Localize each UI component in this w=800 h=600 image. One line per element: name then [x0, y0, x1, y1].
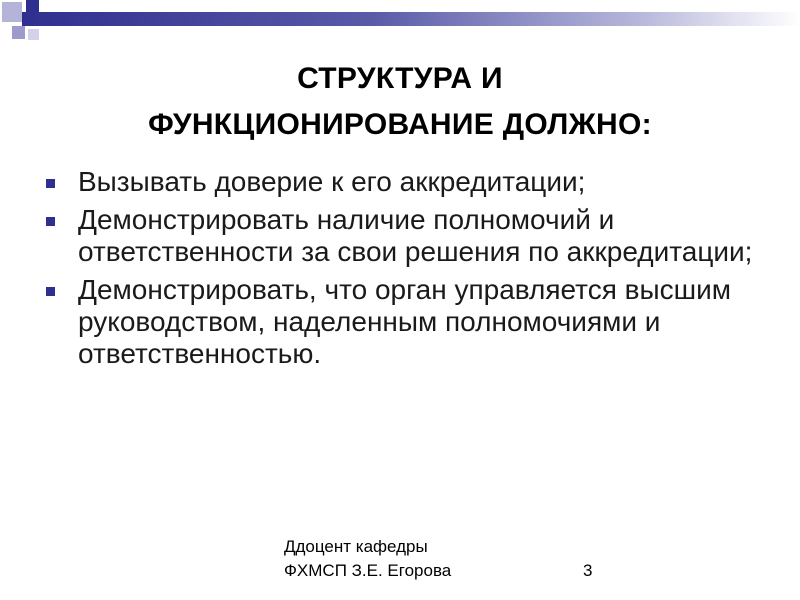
- bullet-item-3: [44, 274, 764, 370]
- square-bullet-icon: [46, 179, 55, 188]
- bullet-list: [44, 166, 764, 376]
- bullet-item-1: [44, 166, 764, 198]
- bullet-text-2: Демонстрировать наличие полномочий и ответственности за свои решения по аккредитации;: [78, 204, 753, 267]
- title-line-2: ФУНКЦИОНИРОВАНИЕ ДОЛЖНО:: [148, 108, 652, 141]
- bullet-text-1: Вызывать доверие к его аккредитации;: [78, 166, 586, 197]
- bullet-item-2: [44, 204, 764, 268]
- square-bullet-icon: [46, 217, 55, 226]
- slide-title: [40, 56, 760, 148]
- decor-square-1: [2, 2, 22, 22]
- decor-square-4: [28, 29, 39, 40]
- footer-line-2: ФХМСП З.Е. Егорова: [284, 561, 452, 580]
- decor-square-3: [12, 26, 25, 39]
- title-line-1: СТРУКТУРА И: [297, 62, 503, 95]
- header-decoration-band: [22, 12, 800, 26]
- bullet-text-3: Демонстрировать, что орган управляется высшим руководством, наделенным полномочиями и ответственностью.: [78, 274, 731, 369]
- decor-square-2: [26, 0, 39, 13]
- page-number: 3: [583, 561, 593, 580]
- square-bullet-icon: [46, 287, 55, 296]
- footer-line-1: Ддоцент кафедры: [284, 537, 428, 556]
- slide-footer: [284, 535, 451, 583]
